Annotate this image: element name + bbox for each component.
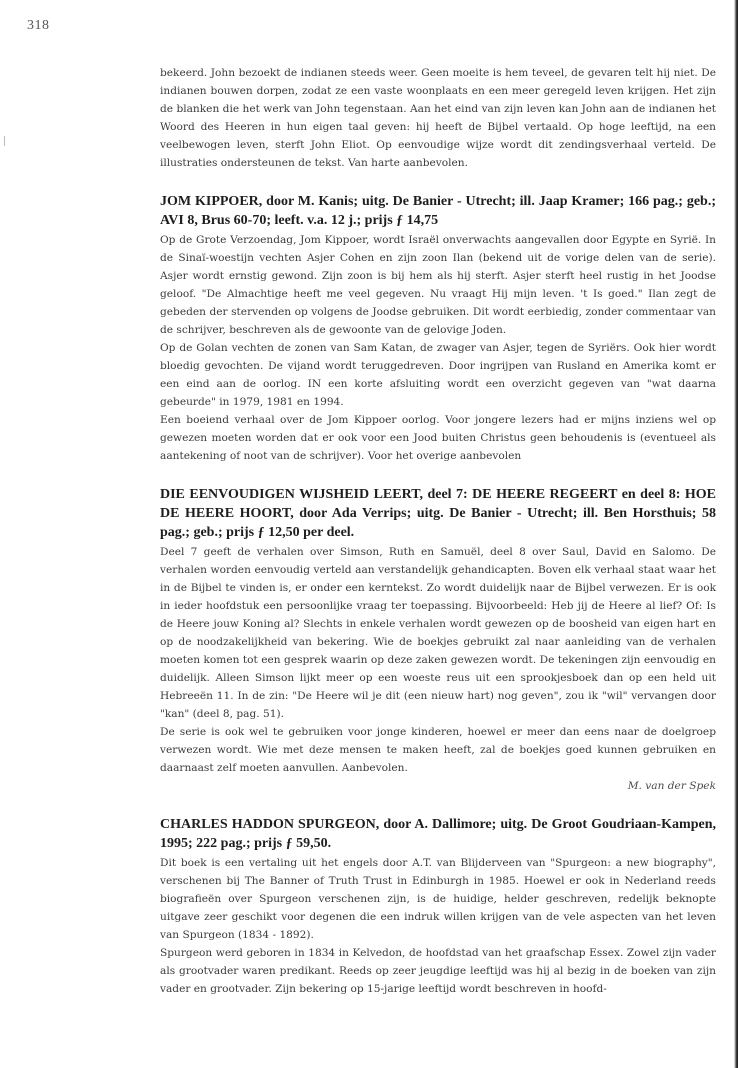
review-jom-kippoer: [160, 192, 716, 465]
review-paragraph: Op de Golan vechten de zonen van Sam Katan, de zwager van Asjer, tegen de Syriërs. Ook hier wordt bloedig gevochten. De vijand wordt teruggedreven. Door ingrijpen van Rusland en Amerika komt er een eind aan de oorlog. IN een korte afsluiting wordt een overzicht gegeven van "wat daarna gebeurde" in 1979, 1981 en 1994.: [160, 342, 716, 408]
review-die-eenvoudigen: [160, 485, 716, 795]
page-number: 318: [27, 18, 50, 33]
review-spurgeon: [160, 815, 716, 998]
intro-paragraph: bekeerd. John bezoekt de indianen steeds weer. Geen moeite is hem teveel, de gevaren telt hij niet. De indianen bouwen dorpen, zodat ze een vaste woonplaats en een meer geregeld leven krijgen. Het zijn de blanken die het werk van John tegenstaan. Aan het eind van zijn leven kan John aan de indianen het Woord des Heeren in hun eigen taal geven: hij heeft de Bijbel vertaald. Op hoge leeftijd, na een veelbewogen leven, sterft John Eliot. Op eenvoudige wijze wordt dit zendingsverhaal verteld. De illustraties ondersteunen de tekst. Van harte aanbevolen.: [160, 67, 716, 169]
review-paragraph: Een boeiend verhaal over de Jom Kippoer oorlog. Voor jongere lezers had er mijns inziens wel op gewezen moeten worden dat er ook voor een Jood buiten Christus geen behoudenis is (eventueel als aantekening of noot van de schrijver). Voor het overige aanbevolen: [160, 414, 716, 462]
page-edge-shadow: [734, 0, 738, 1068]
page-body: [160, 64, 716, 998]
review-heading: DIE EENVOUDIGEN WIJSHEID LEERT, deel 7: DE HEERE REGEERT en deel 8: HOE DE HEERE HOORT, door Ada Verrips; uitg. De Banier - Utrecht; ill. Ben Horsthuis; 58 pag.; geb.; prijs ƒ 12,50 per deel.: [160, 487, 716, 540]
review-heading: CHARLES HADDON SPURGEON, door A. Dallimore; uitg. De Groot Goudriaan-Kampen, 1995; 222 pag.; prijs ƒ 59,50.: [160, 817, 716, 851]
review-signature: M. van der Spek: [627, 780, 716, 792]
review-paragraph: Dit boek is een vertaling uit het engels door A.T. van Blijderveen van "Spurgeon: a new biography", verschenen bij The Banner of Truth Trust in Edinburgh in 1985. Hoewel er ook in Nederland reeds biografieën over Spurgeon verschenen zijn, is de huidige, helder geschreven, redelijk beknopte uitgave zeer geschikt voor degenen die een indruk willen krijgen van de vele aspecten van het leven van Spurgeon (1834 - 1892).: [160, 857, 716, 941]
review-paragraph: Op de Grote Verzoendag, Jom Kippoer, wordt Israël onverwachts aangevallen door Egypte en Syrië. In de Sinaï-woestijn vechten Asjer Cohen en zijn zoon Ilan (bekend uit de vorige delen van de serie). Asjer wordt ernstig gewond. Zijn zoon is bij hem als hij sterft. Asjer sterft heel rustig in het Joodse geloof. "De Almachtige heeft me veel gegeven. Nu vraagt Hij mijn leven. 't Is goed." Ilan zegt de gebeden der stervenden op volgens de Joodse gebruiken. Dit wordt eerbiedig, zonder commentaar van de schrijver, beschreven als de gewoonte van de gelovige Joden.: [160, 234, 716, 336]
margin-mark: [4, 136, 5, 146]
review-paragraph: De serie is ook wel te gebruiken voor jonge kinderen, hoewel er meer dan eens naar de doelgroep verwezen wordt. Wie met deze mensen te maken heeft, zal de boekjes goed kunnen gebruiken en daarnaast zelf moeten aanvullen. Aanbevolen.: [160, 726, 716, 774]
review-paragraph: Deel 7 geeft de verhalen over Simson, Ruth en Samuël, deel 8 over Saul, David en Salomo. De verhalen worden eenvoudig verteld aan verstandelijk gehandicapten. Boven elk verhaal staat waar het in de Bijbel te vinden is, er onder een kerntekst. Zo wordt duidelijk naar de Bijbel verwezen. Er is ook in ieder hoofdstuk een persoonlijke vraag ter toepassing. Bijvoorbeeld: Heb jij de Heere al lief? Of: Is de Heere jouw Koning al? Slechts in enkele verhalen wordt gewezen op de boosheid van eigen hart en op de noodzakelijkheid van bekering. Wie de boekjes gebruikt zal naar aanleiding van de verhalen moeten komen tot een gesprek waarin op deze zaken gewezen wordt. De tekeningen zijn eenvoudig en duidelijk. Alleen Simson lijkt meer op een woeste reus uit een sprookjesboek dan op een held uit Hebreeën 11. In de zin: "De Heere wil je dit (een nieuw hart) nog geven", zou ik "wil" vervangen door "kan" (deel 8, pag. 51).: [160, 546, 716, 720]
review-paragraph: Spurgeon werd geboren in 1834 in Kelvedon, de hoofdstad van het graafschap Essex. Zowel zijn vader als grootvader waren predikant. Reeds op zeer jeugdige leeftijd was hij al bezig in de boeken van zijn vader en grootvader. Zijn bekering op 15-jarige leeftijd wordt beschreven in hoofd-: [160, 947, 716, 995]
review-heading: JOM KIPPOER, door M. Kanis; uitg. De Banier - Utrecht; ill. Jaap Kramer; 166 pag.; geb.; AVI 8, Brus 60-70; leeft. v.a. 12 j.; prijs ƒ 14,75: [160, 194, 716, 228]
